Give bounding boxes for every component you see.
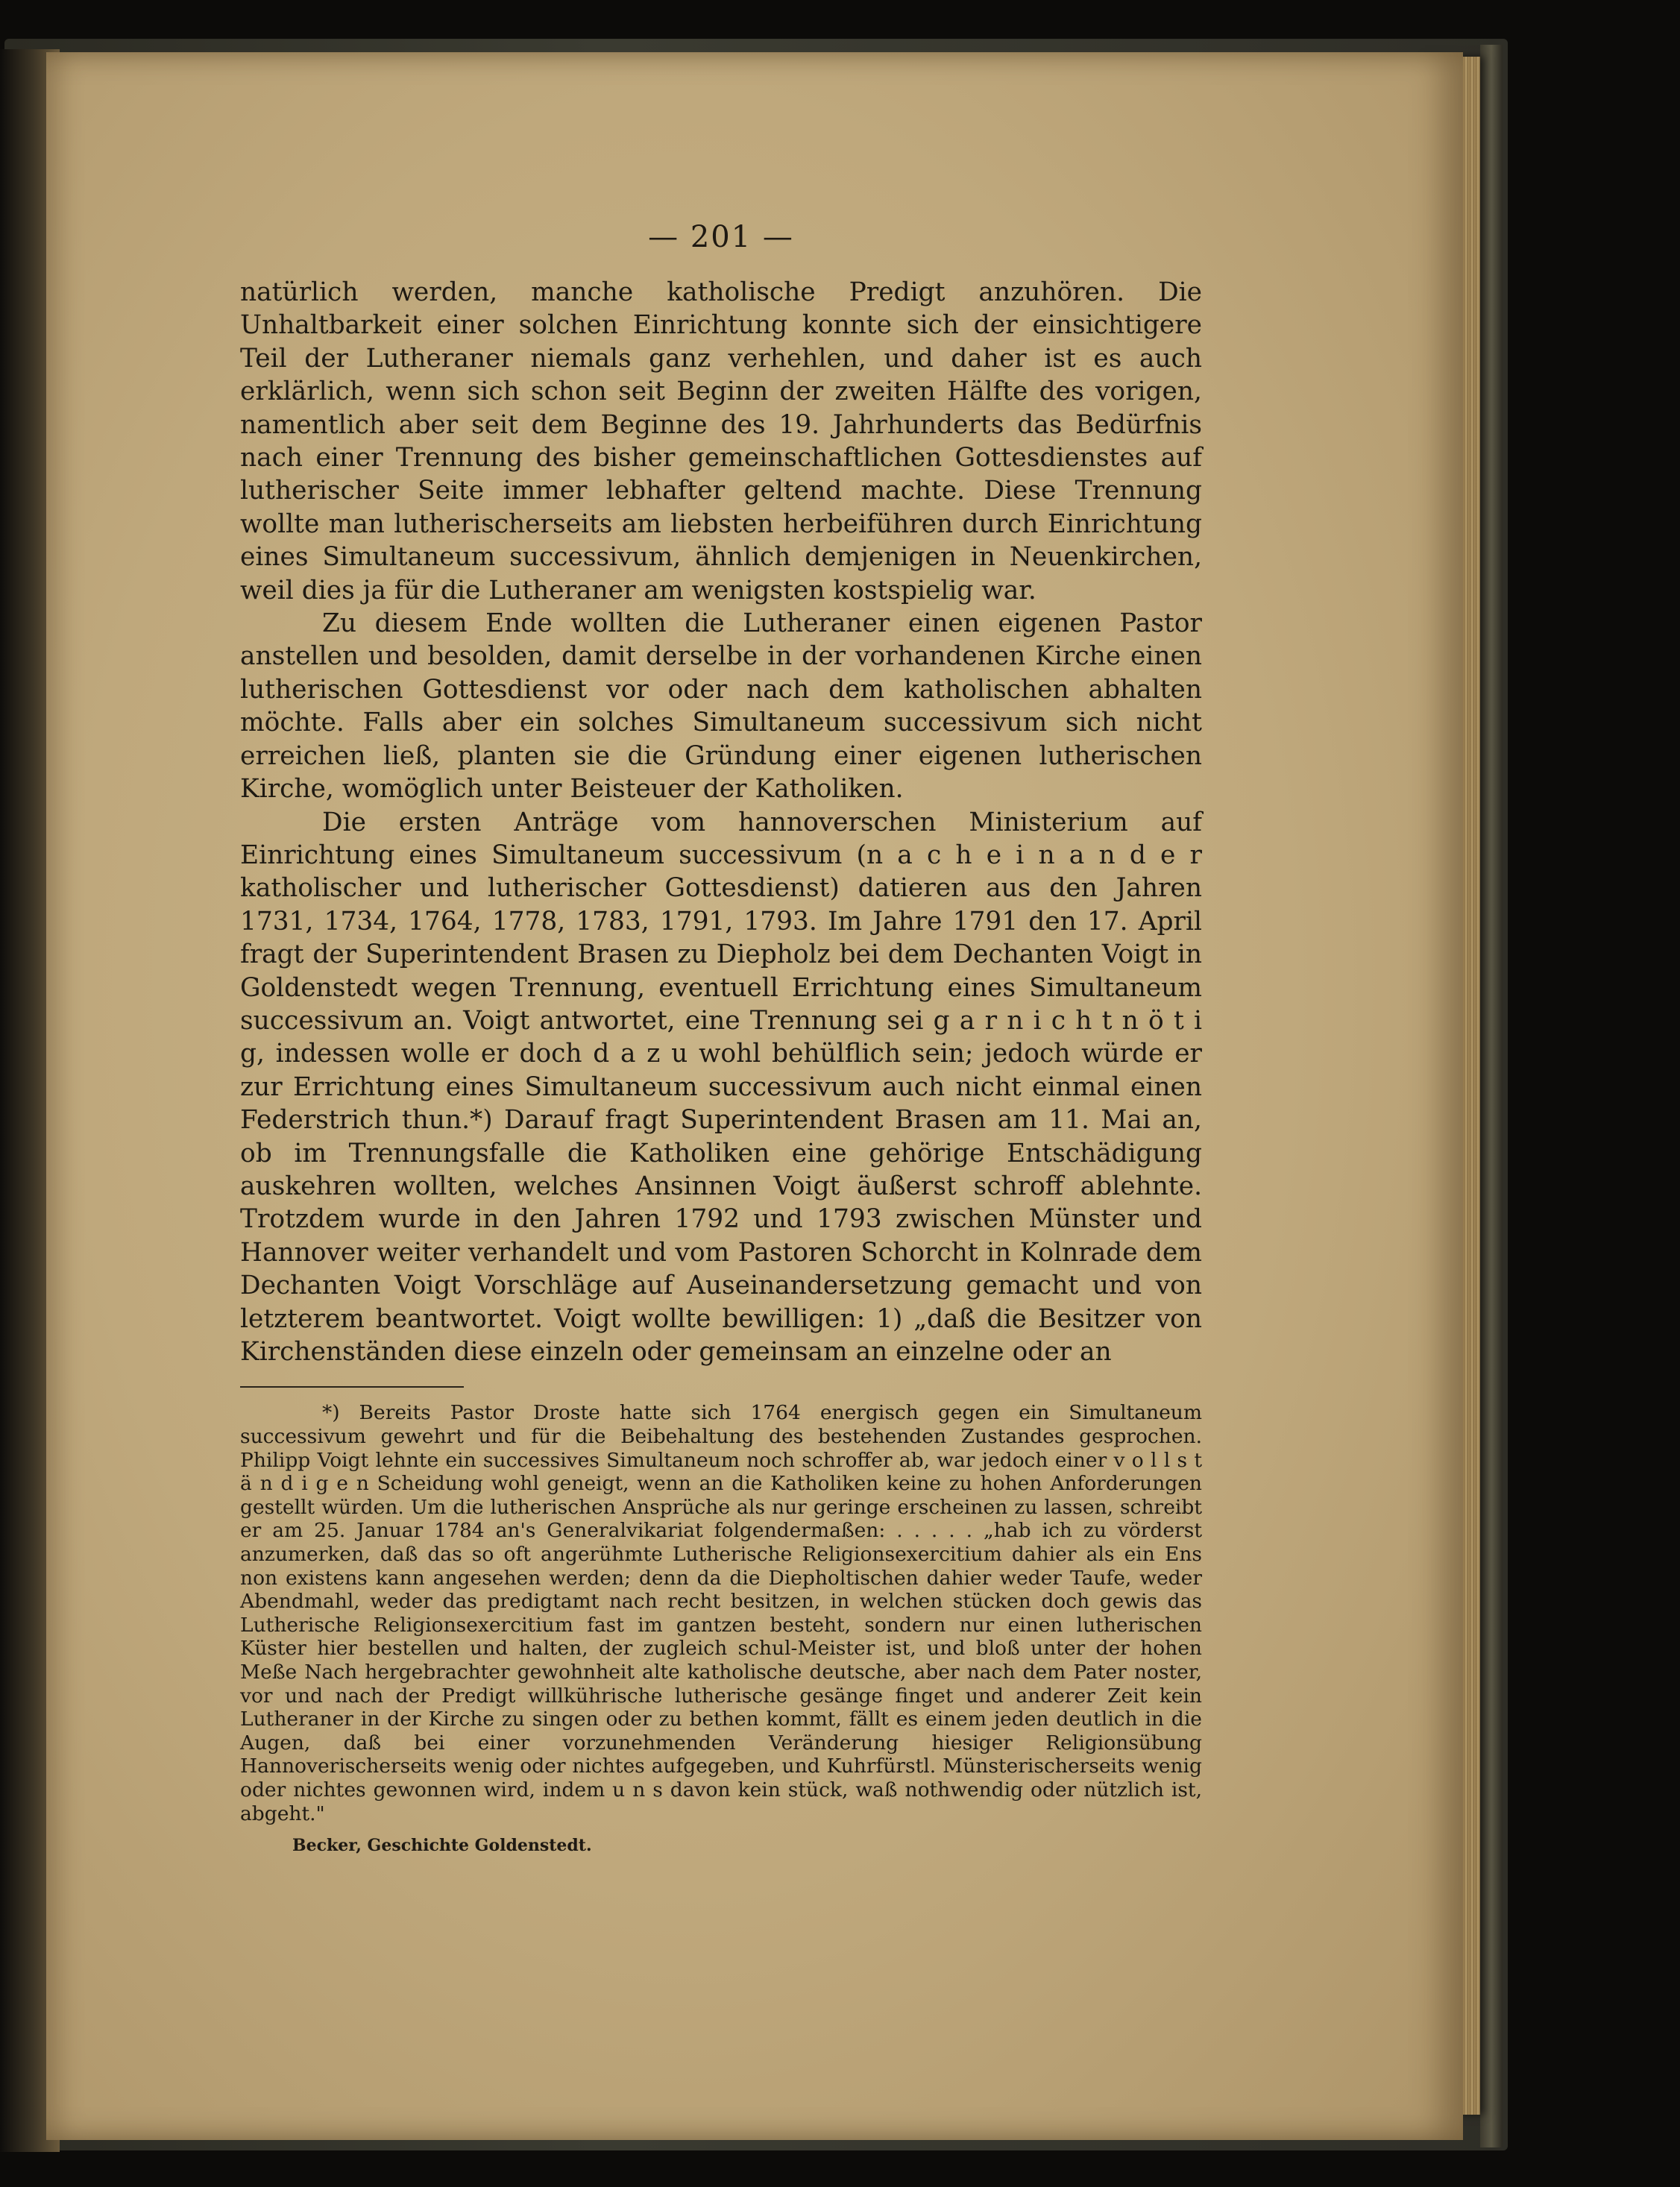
footnote-source: Becker, Geschichte Goldenstedt. [292, 1836, 592, 1856]
paragraph-3: Die ersten Anträge vom hannoverschen Ministerium auf Einrichtung eines Simultaneum successivum (n a c h e i n a n d e r katholischer und lutherischer Gottesdienst) datieren aus den Jahren 1731, 1734, 1764, 1778, 1783, 1791, 1793. Im Jahre 1791 den 17. April fragt der Superintendent Brasen zu Diepholz bei dem Dechanten Voigt in Goldenstedt wegen Trennung, eventuell Errichtung eines Simultaneum successivum an. Voigt antwortet, eine Trennung sei g a r n i c h t n ö t i g, indessen wolle er doch d a z u wohl behülflich sein; jedoch würde er zur Errichtung eines Simultaneum successivum auch nicht einmal einen Federstrich thun.*) Darauf fragt Superintendent Brasen am 11. Mai an, ob im Trennungsfalle die Katholiken eine gehörige Entschädigung auskehren wollten, welches Ansinnen Voigt äußerst schroff ablehnte. Trotzdem wurde in den Jahren 1792 und 1793 zwischen Münster und Hannover weiter verhandelt und vom Pastoren Schorcht in Kolnrade dem Dechanten Voigt Vorschläge auf Auseinandersetzung gemacht und von letzterem beantwortet. Voigt wollte bewilligen: 1) „daß die Besitzer von Kirchenständen diese einzeln oder gemeinsam an einzelne oder an [240, 807, 1202, 1367]
footnote: *) Bereits Pastor Droste hatte sich 1764 energisch gegen ein Simultaneum successivum gewehrt und für die Beibehaltung des bestehenden Zustandes gesprochen. Philipp Voigt lehnte ein successives Simultaneum noch schroffer ab, war jedoch einer v o l l s t ä n d i g e n Scheidung wohl geneigt, wenn an die Katholiken keine zu hohen Anforderungen gestellt würden. Um die lutherischen Ansprüche als nur geringe erscheinen zu lassen, schreibt er am 25. Januar 1784 an's Generalvikariat folgendermaßen: . . . . . „hab ich zu vörderst anzumerken, daß das so oft angerühmte Lutherische Religionsexercitium dahier als ein Ens non existens kann angesehen werden; denn da die Diepholtischen dahier weder Taufe, weder Abendmahl, weder das predigtamt nach recht besitzen, in welchen stücken doch gewis das Lutherische Religionsexercitium fast im gantzen besteht, sondern nur einen lutherischen Küster hier bestellen und halten, der zugleich schul-Meister ist, und bloß unter der hohen Meße Nach hergebrachter gewohnheit alte katholische deutsche, aber nach dem Pater noster, vor und nach der Predigt willkührische lutherische gesänge finget und anderer Zeit kein Lutheraner in der Kirche zu singen oder zu bethen kommt, fällt es einem jeden deutlich in die Augen, daß bei einer vorzunehmenden Veränderung hiesiger Religionsübung Hannoverischerseits wenig oder nichtes aufgegeben, und Kuhrfürstl. Münsterischerseits wenig oder nichtes gewonnen wird, indem u n s davon kein stück, waß nothwendig oder nützlich ist, abgeht." [240, 1401, 1202, 1825]
footnote-divider [240, 1386, 464, 1388]
paragraph-1: natürlich werden, manche katholische Predigt anzuhören. Die Unhaltbarkeit einer solchen Einrichtung konnte sich der einsichtigere Teil der Lutheraner niemals ganz verhehlen, und daher ist es auch erklärlich, wenn sich schon seit Beginn der zweiten Hälfte des vorigen, namentlich aber seit dem Beginne des 19. Jahrhunderts das Bedürfnis nach einer Trennung des bisher gemeinschaftlichen Gottesdienstes auf lutherischer Seite immer lebhafter geltend machte. Diese Trennung wollte man lutherischerseits am liebsten herbeiführen durch Einrichtung eines Simultaneum successivum, ähnlich demjenigen in Neuenkirchen, weil dies ja für die Lutheraner am wenigsten kostspielig war. [240, 277, 1202, 605]
cover-right-edge [1480, 45, 1503, 2147]
page-number: — 201 — [648, 220, 794, 254]
page-text-block [240, 216, 1202, 1857]
paragraph-2: Zu diesem Ende wollten die Lutheraner einen eigenen Pastor anstellen und besolden, damit derselbe in der vorhandenen Kirche einen lutherischen Gottesdienst vor oder nach dem katholischen abhalten möchte. Falls aber ein solches Simultaneum successivum sich nicht erreichen ließ, planten sie die Gründung einer eigenen lutherischen Kirche, womöglich unter Beisteuer der Katholiken. [240, 608, 1202, 805]
